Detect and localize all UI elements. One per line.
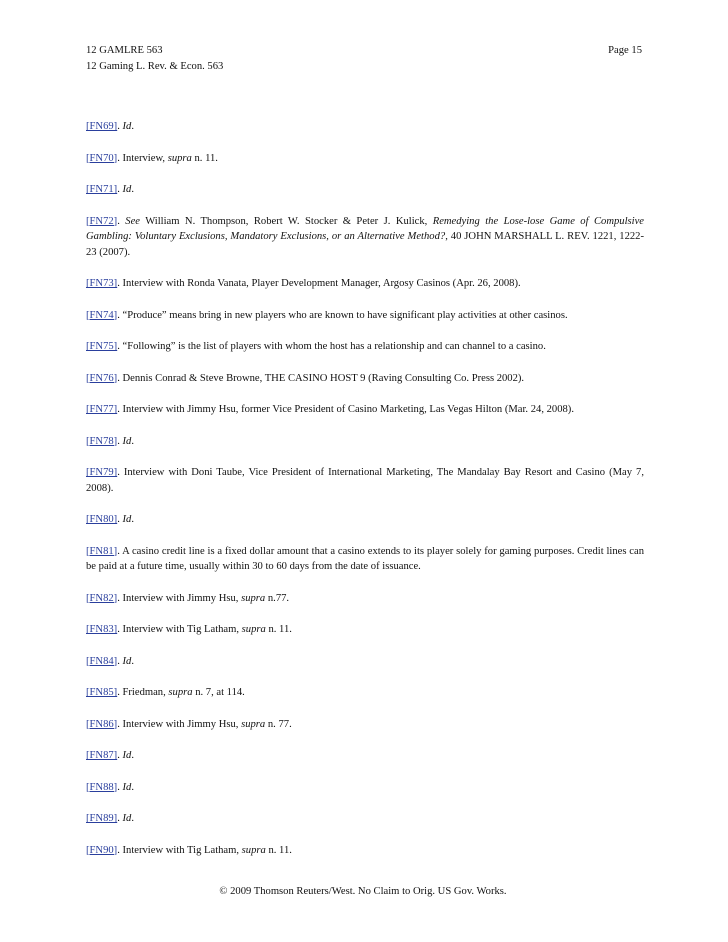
footnote-text: . Interview, [117, 152, 168, 164]
footnote-text: . [117, 655, 123, 667]
footnote-link-fn78[interactable]: [FN78] [86, 435, 118, 447]
footnote-text: . [131, 750, 134, 761]
footnote-text: . [117, 781, 123, 793]
footnote-link-fn83[interactable]: [FN83] [86, 624, 118, 635]
footnote-link-fn85[interactable]: [FN85] [86, 687, 118, 698]
footnote-text: . [117, 435, 123, 447]
footnote-text: . A casino credit line is a fixed dollar amount that a casino extends to its player solely for gaming purposes. Credit lines can be paid at a future time, usually within 30 to 60 days from the date of issuance. [86, 545, 644, 572]
footnote-text: . [117, 750, 123, 761]
footnote-link-fn70[interactable]: [FN70] [86, 152, 118, 164]
footnote-text: . Friedman, [117, 687, 169, 698]
footnote-fn86 [86, 717, 644, 733]
footnote-text: n. 11. [191, 152, 218, 164]
page-footer [0, 884, 728, 900]
footnote-fn89 [86, 811, 644, 827]
footnote-link-fn90[interactable]: [FN90] [86, 844, 118, 856]
footnote-text: . [131, 514, 134, 525]
footnote-fn75 [86, 339, 644, 355]
footnote-fn87 [86, 748, 644, 764]
footnote-text: William N. Thompson, Robert W. Stocker & Peter J. Kulick, [139, 215, 433, 227]
footnote-italic-text: supra [241, 844, 266, 856]
footnote-link-fn82[interactable]: [FN82] [86, 592, 118, 604]
footnote-italic-text: Id [122, 121, 132, 132]
page-number: Page 15 [608, 45, 642, 56]
footnote-italic-text: Id [122, 435, 132, 447]
footnote-link-fn86[interactable]: [FN86] [86, 718, 118, 730]
footnote-text: . [131, 813, 134, 824]
footnote-fn71 [86, 182, 644, 198]
footnote-text: . [131, 781, 134, 793]
footnote-list [86, 119, 644, 874]
footnote-italic-text: Id [122, 781, 132, 793]
footnote-italic-text: supra [241, 718, 266, 730]
footnote-italic-text: supra [168, 687, 193, 698]
footnote-text: . “Following” is the list of players with whom the host has a relationship and can channel to a casino. [117, 341, 546, 352]
page-header [86, 43, 223, 74]
footnote-fn85 [86, 685, 644, 701]
footnote-italic-text: Remedying the Lose-lose Game of Compulsive Gambling: Voluntary Exclusions, Mandatory Exclusions, or an Alternative Method? [86, 215, 644, 242]
footnote-text: . Interview with Tig Latham, [117, 844, 242, 856]
footnote-text: n.77. [265, 592, 290, 604]
footnote-text: . [131, 121, 134, 132]
footnote-text: n. 7, at 114. [192, 687, 245, 698]
footnote-fn84 [86, 654, 644, 670]
footnote-fn70 [86, 151, 644, 167]
footnote-fn81 [86, 544, 644, 575]
footnote-link-fn79[interactable]: [FN79] [86, 467, 118, 478]
footnote-link-fn69[interactable]: [FN69] [86, 121, 118, 132]
footnote-italic-text: supra [241, 592, 266, 604]
footnote-link-fn76[interactable]: [FN76] [86, 372, 118, 384]
footnote-fn78 [86, 434, 644, 450]
footnote-text: . Interview with Jimmy Hsu, former Vice President of Casino Marketing, Las Vegas Hilton (Mar. 24, 2008). [117, 404, 574, 415]
footnote-text: . [131, 184, 134, 195]
footnote-link-fn87[interactable]: [FN87] [86, 750, 118, 761]
footnote-text: . Dennis Conrad & Steve Browne, THE CASINO HOST 9 (Raving Consulting Co. Press 2002). [117, 372, 525, 384]
journal-citation: 12 Gaming L. Rev. & Econ. 563 [86, 60, 224, 72]
footnote-link-fn88[interactable]: [FN88] [86, 781, 118, 793]
footnote-text: . [117, 121, 123, 132]
copyright-notice: © 2009 Thomson Reuters/West. No Claim to Orig. US Gov. Works. [219, 886, 507, 897]
footnote-text: . Interview with Tig Latham, [117, 624, 242, 635]
footnote-text: . “Produce” means bring in new players who are known to have significant play activities at other casinos. [117, 309, 568, 321]
footnote-text: . [131, 655, 134, 667]
footnote-link-fn84[interactable]: [FN84] [86, 655, 118, 667]
footnote-italic-text: Id [122, 655, 132, 667]
footnote-text: . [131, 435, 134, 447]
footnote-italic-text: Id [122, 514, 132, 525]
footnote-text: n. 11. [265, 624, 292, 635]
footnote-fn79 [86, 465, 644, 496]
footnote-fn69 [86, 119, 644, 135]
footnote-link-fn71[interactable]: [FN71] [86, 184, 118, 195]
footnote-italic-text: supra [241, 624, 266, 635]
footnote-fn83 [86, 622, 644, 638]
footnote-italic-text: supra [167, 152, 192, 164]
footnote-fn82 [86, 591, 644, 607]
footnote-link-fn81[interactable]: [FN81] [86, 545, 118, 557]
footnote-link-fn73[interactable]: [FN73] [86, 278, 118, 289]
footnote-fn90 [86, 843, 644, 859]
footnote-fn77 [86, 402, 644, 418]
citation: 12 GAMLRE 563 [86, 45, 163, 56]
footnote-text: . Interview with Jimmy Hsu, [117, 592, 242, 604]
footnote-text: , 40 JOHN MARSHALL L. REV. 1221, 1222-23 (2007). [86, 231, 644, 258]
footnote-link-fn75[interactable]: [FN75] [86, 341, 118, 352]
footnote-italic-text: Id [122, 750, 132, 761]
footnote-link-fn80[interactable]: [FN80] [86, 514, 118, 525]
footnote-text: . [117, 514, 123, 525]
footnote-fn72 [86, 214, 644, 261]
footnote-fn74 [86, 308, 644, 324]
footnote-link-fn77[interactable]: [FN77] [86, 404, 118, 415]
footnote-italic-text: Id [122, 813, 132, 824]
footnote-fn80 [86, 512, 644, 528]
footnote-link-fn72[interactable]: [FN72] [86, 215, 118, 227]
footnote-fn88 [86, 780, 644, 796]
footnote-text: . [117, 215, 126, 227]
footnote-text: . Interview with Doni Taube, Vice President of International Marketing, The Mandalay Bay Resort and Casino (May 7, 2008). [86, 467, 644, 494]
footnote-text: . Interview with Jimmy Hsu, [117, 718, 242, 730]
footnote-italic-text: See [125, 215, 140, 227]
footnote-link-fn89[interactable]: [FN89] [86, 813, 118, 824]
footnote-text: n. 11. [265, 844, 292, 856]
footnote-italic-text: Id [122, 184, 132, 195]
footnote-fn73 [86, 276, 644, 292]
footnote-fn76 [86, 371, 644, 387]
footnote-link-fn74[interactable]: [FN74] [86, 309, 118, 321]
footnote-text: . Interview with Ronda Vanata, Player Development Manager, Argosy Casinos (Apr. 26, 2008). [117, 278, 521, 289]
footnote-text: . [117, 813, 123, 824]
footnote-text: n. 77. [265, 718, 292, 730]
footnote-text: . [117, 184, 123, 195]
